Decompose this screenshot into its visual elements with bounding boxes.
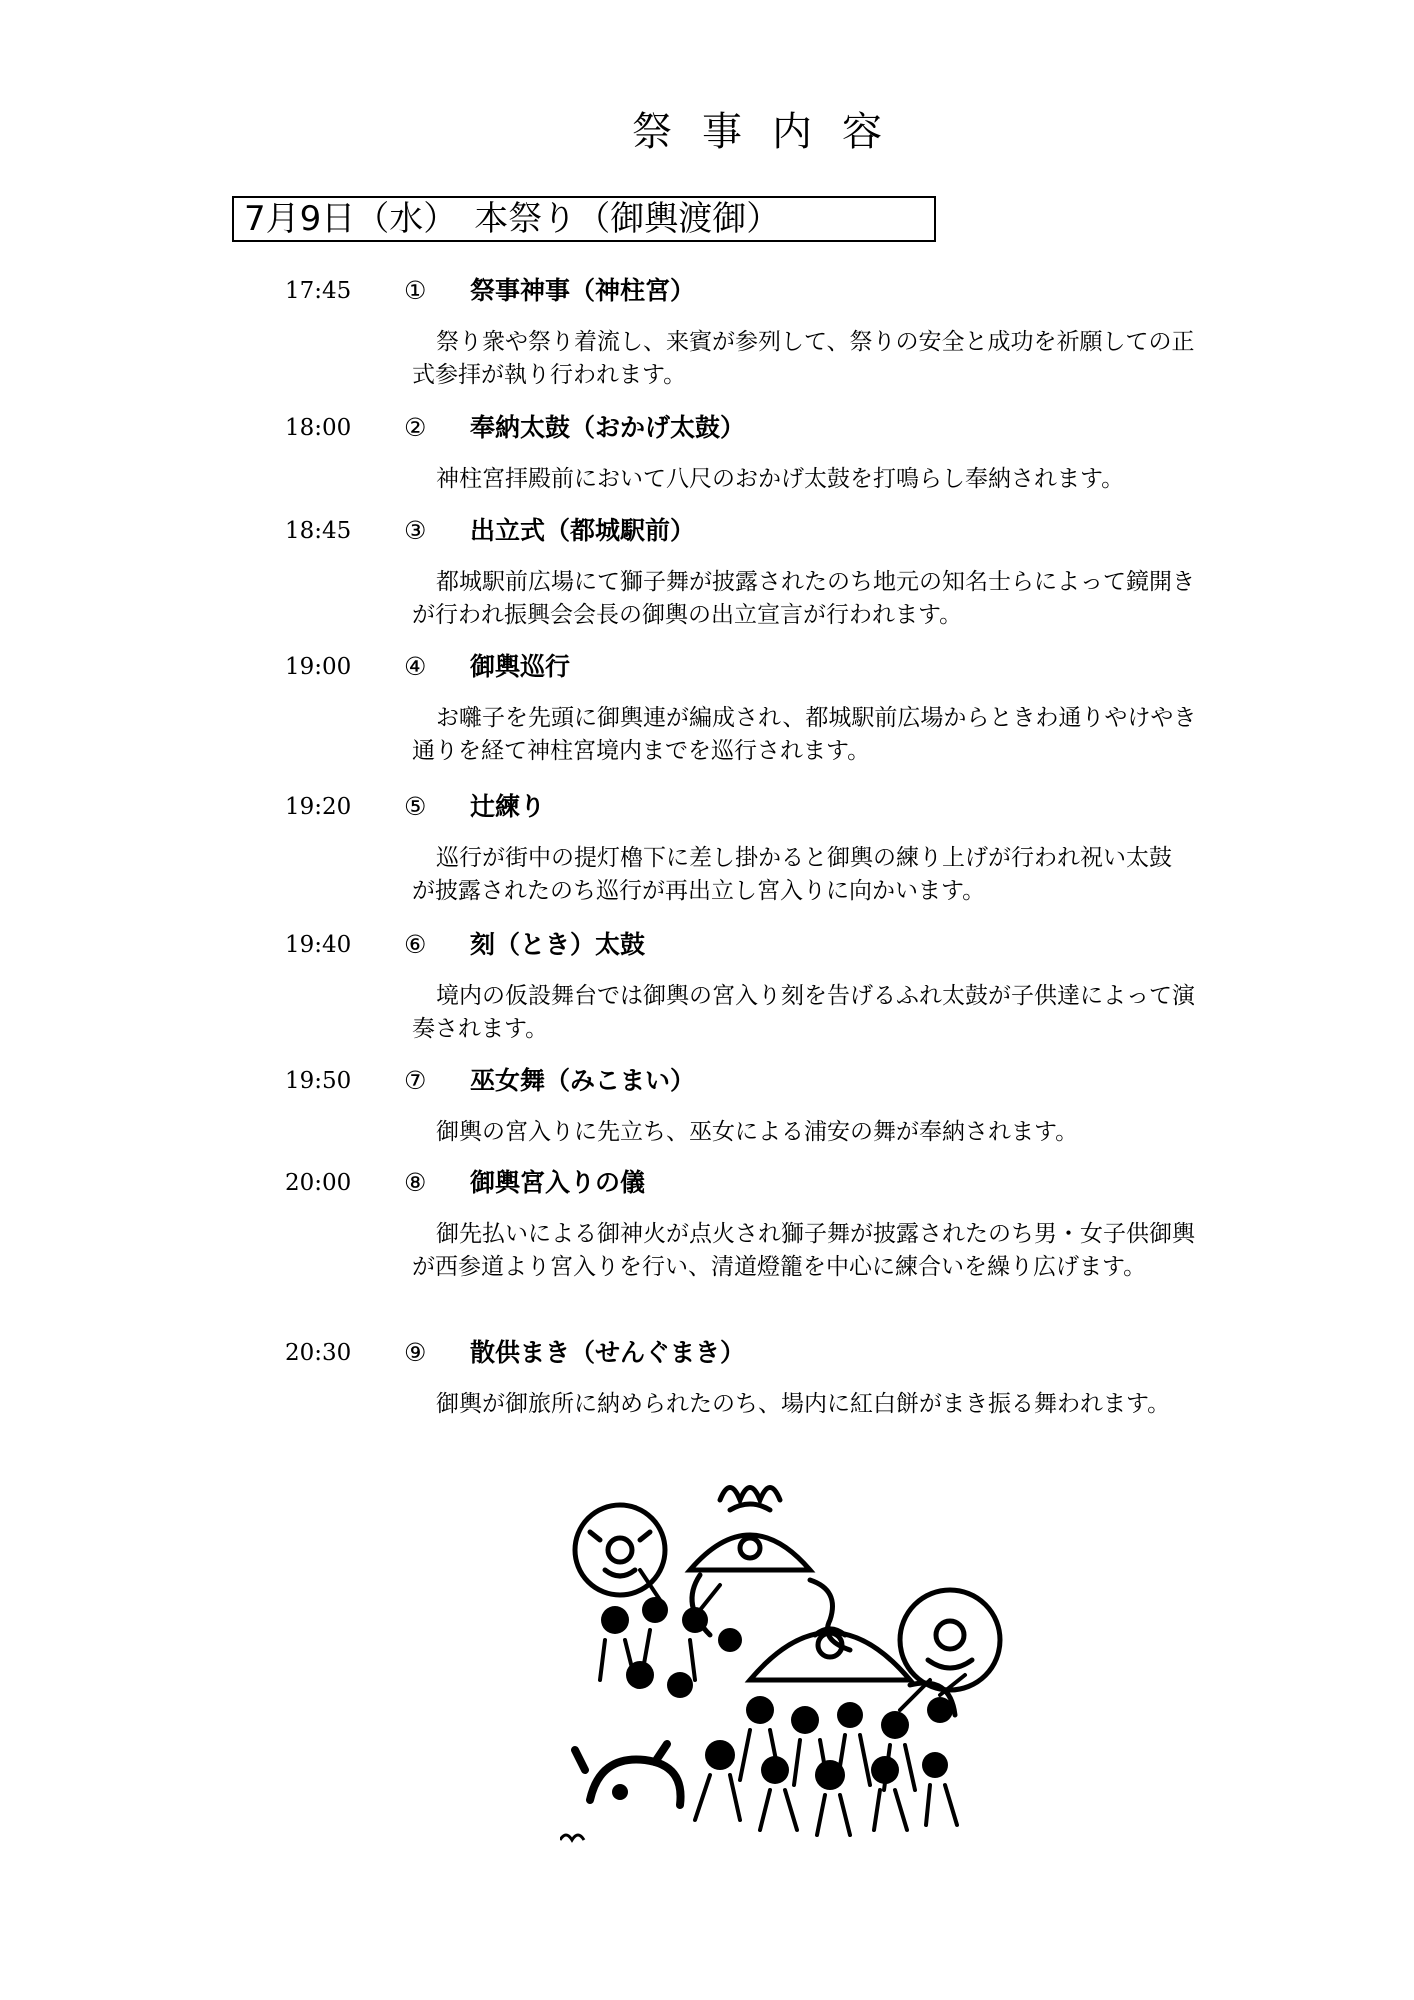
item-number: ⑨ bbox=[404, 1338, 427, 1367]
item-number: ③ bbox=[404, 516, 427, 545]
item-description: 御輿が御旅所に納められたのち、場内に紅白餅がまき振る舞われます。 bbox=[436, 1391, 1171, 1417]
item-heading: 御輿巡行 bbox=[470, 652, 571, 681]
item-number: ② bbox=[404, 413, 427, 442]
date-header: 7月9日（水） 本祭り（御輿渡御） bbox=[232, 196, 936, 242]
item-description: お囃子を先頭に御輿連が編成され、都城駅前広場からときわ通りやけやき通りを経て神柱宮境内までを巡行されます。 bbox=[412, 705, 1197, 764]
item-description: 巡行が街中の提灯櫓下に差し掛かると御輿の練り上げが行われ祝い太鼓が披露されたのち巡行が再出立し宮入りに向かいます。 bbox=[412, 845, 1172, 904]
item-time: 19:00 bbox=[285, 654, 352, 680]
item-number: ① bbox=[404, 276, 427, 305]
item-description: 祭り衆や祭り着流し、来賓が参列して、祭りの安全と成功を祈願しての正式参拝が執り行われます。 bbox=[412, 329, 1195, 388]
item-heading: 刻（とき）太鼓 bbox=[470, 930, 646, 959]
item-heading: 奉納太鼓（おかげ太鼓） bbox=[470, 413, 746, 442]
item-heading: 祭事神事（神柱宮） bbox=[470, 276, 696, 305]
item-description: 神柱宮拝殿前において八尺のおかげ太鼓を打鳴らし奉納されます。 bbox=[436, 466, 1125, 492]
item-time: 19:40 bbox=[285, 932, 352, 958]
item-description: 御輿の宮入りに先立ち、巫女による浦安の舞が奉納されます。 bbox=[436, 1119, 1079, 1145]
item-heading: 散供まき（せんぐまき） bbox=[470, 1338, 746, 1367]
item-time: 18:45 bbox=[285, 518, 352, 544]
item-heading: 出立式（都城駅前） bbox=[470, 516, 696, 545]
item-time: 19:50 bbox=[285, 1068, 352, 1094]
item-description: 都城駅前広場にて獅子舞が披露されたのち地元の知名士らによって鏡開きが行われ振興会会長の御輿の出立宣言が行われます。 bbox=[412, 569, 1195, 628]
festival-mikoshi-illustration bbox=[560, 1470, 1030, 1850]
item-time: 17:45 bbox=[285, 278, 352, 304]
item-number: ④ bbox=[404, 652, 427, 681]
item-heading: 御輿宮入りの儀 bbox=[470, 1168, 646, 1197]
item-time: 19:20 bbox=[285, 794, 352, 820]
item-heading: 辻練り bbox=[470, 792, 546, 821]
item-time: 20:00 bbox=[285, 1170, 352, 1196]
item-heading: 巫女舞（みこまい） bbox=[470, 1066, 696, 1095]
item-description: 御先払いによる御神火が点火され獅子舞が披露されたのち男・女子供御輿が西参道より宮入りを行い、清道燈籠を中心に練合いを繰り広げます。 bbox=[412, 1221, 1195, 1280]
item-time: 18:00 bbox=[285, 415, 352, 441]
item-description: 境内の仮設舞台では御輿の宮入り刻を告げるふれ太鼓が子供達によって演奏されます。 bbox=[412, 983, 1195, 1042]
item-time: 20:30 bbox=[285, 1340, 352, 1366]
item-number: ⑦ bbox=[404, 1066, 427, 1095]
item-number: ⑧ bbox=[404, 1168, 427, 1197]
item-number: ⑥ bbox=[404, 930, 427, 959]
page-title: 祭事内容 bbox=[632, 109, 912, 155]
item-number: ⑤ bbox=[404, 792, 427, 821]
